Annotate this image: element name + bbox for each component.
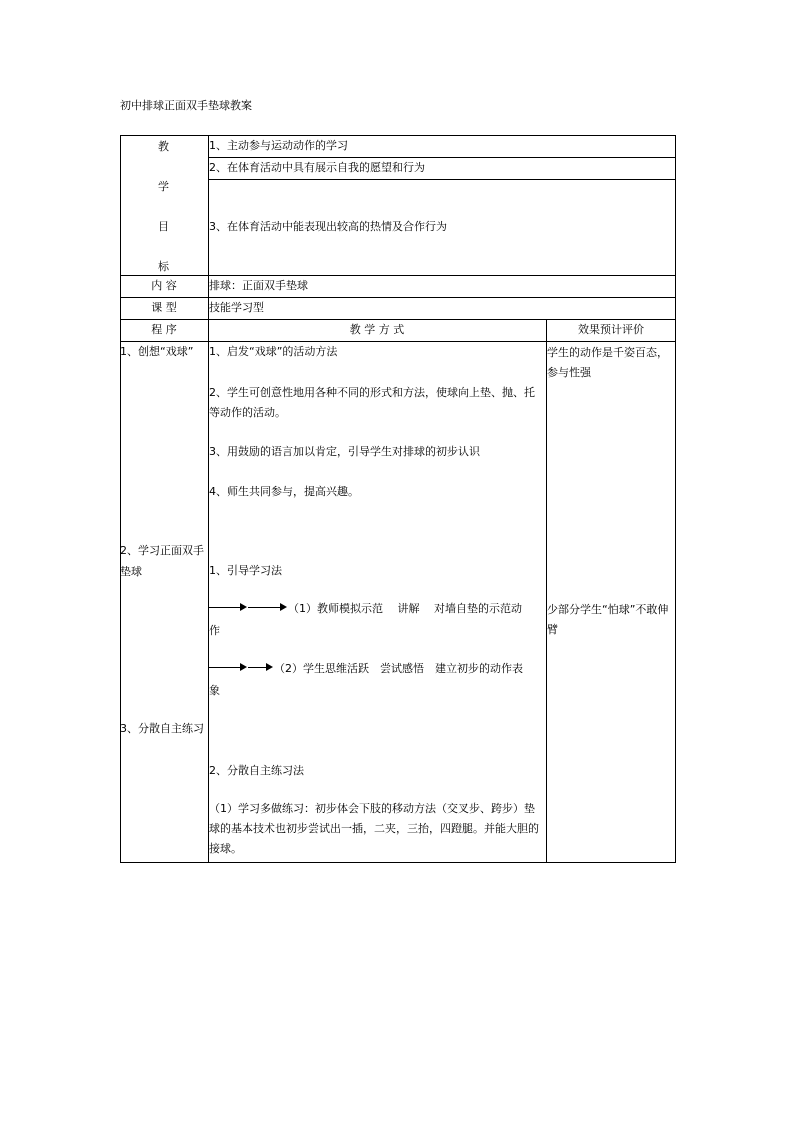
objectives-label-char: 目 — [158, 220, 169, 233]
type-label: 课 型 — [151, 301, 177, 314]
procedure-item: 2、学习正面双手垫球 — [120, 544, 204, 578]
method-text: 4、师生共同参与，提高兴趣。 — [209, 485, 359, 498]
arrow-icon — [209, 607, 241, 608]
content-value: 排球：正面双手垫球 — [209, 279, 308, 292]
objectives-label-char: 教 — [158, 140, 169, 153]
evaluation-text: 学生的动作是千姿百态，参与性强 — [547, 346, 668, 379]
arrow-icon — [248, 667, 267, 668]
row-divider — [120, 319, 676, 320]
arrow-head-icon — [240, 603, 247, 611]
column-divider — [546, 319, 547, 863]
objectives-label-char: 学 — [158, 180, 169, 193]
evaluation-text: 少部分学生“怕球”不敢伸臂 — [547, 603, 669, 636]
method-text: 象 — [209, 684, 220, 697]
method-text: 1、启发“戏球”的活动方法 — [209, 345, 338, 358]
arrow-icon — [248, 607, 281, 608]
document-title: 初中排球正面双手垫球教案 — [120, 99, 252, 112]
type-value: 技能学习型 — [209, 301, 264, 314]
header-evaluation: 效果预计评价 — [578, 323, 644, 336]
procedure-item: 3、分散自主练习 — [120, 722, 204, 735]
method-text: 3、用鼓励的语言加以肯定，引导学生对排球的初步认识 — [209, 445, 480, 458]
objective-item: 3、在体育活动中能表现出较高的热情及合作行为 — [209, 220, 447, 233]
arrow-head-icon — [240, 663, 247, 671]
method-text: 2、学生可创意性地用各种不同的形式和方法，使球向上垫、抛、托等动作的活动。 — [209, 386, 535, 419]
table-border-bottom — [120, 862, 676, 863]
row-divider — [120, 341, 676, 342]
method-text: 2、分散自主练习法 — [209, 764, 304, 777]
objective-item: 1、主动参与运动动作的学习 — [209, 139, 348, 152]
arrow-head-icon — [280, 603, 287, 611]
method-text: （2）学生思维活跃 尝试感悟 建立初步的动作表 — [274, 662, 523, 675]
row-divider — [208, 179, 676, 180]
table-border-top — [120, 135, 676, 136]
header-method: 教 学 方 式 — [349, 323, 405, 336]
row-divider — [120, 297, 676, 298]
row-divider — [208, 157, 676, 158]
header-procedure: 程 序 — [151, 323, 177, 336]
row-divider — [120, 275, 676, 276]
method-text: （1）教师模拟示范 讲解 对墙自垫的示范动 — [288, 602, 522, 615]
objectives-label-char: 标 — [158, 260, 169, 273]
content-label: 内 容 — [151, 279, 177, 292]
lesson-plan-table — [120, 135, 676, 863]
table-border-left — [120, 135, 121, 863]
method-text: 作 — [209, 624, 220, 637]
arrow-head-icon — [266, 663, 273, 671]
objective-item: 2、在体育活动中具有展示自我的愿望和行为 — [209, 161, 425, 174]
arrow-icon — [209, 667, 241, 668]
method-text: 1、引导学习法 — [209, 564, 282, 577]
method-text: （1）学习多做练习：初步体会下肢的移动方法（交叉步、跨步）垫球的基本技术也初步尝试出一插，二夹，三抬，四蹬腿。并能大胆的接球。 — [209, 802, 539, 855]
table-border-right — [675, 135, 676, 863]
procedure-item: 1、创想“戏球” — [120, 345, 194, 358]
